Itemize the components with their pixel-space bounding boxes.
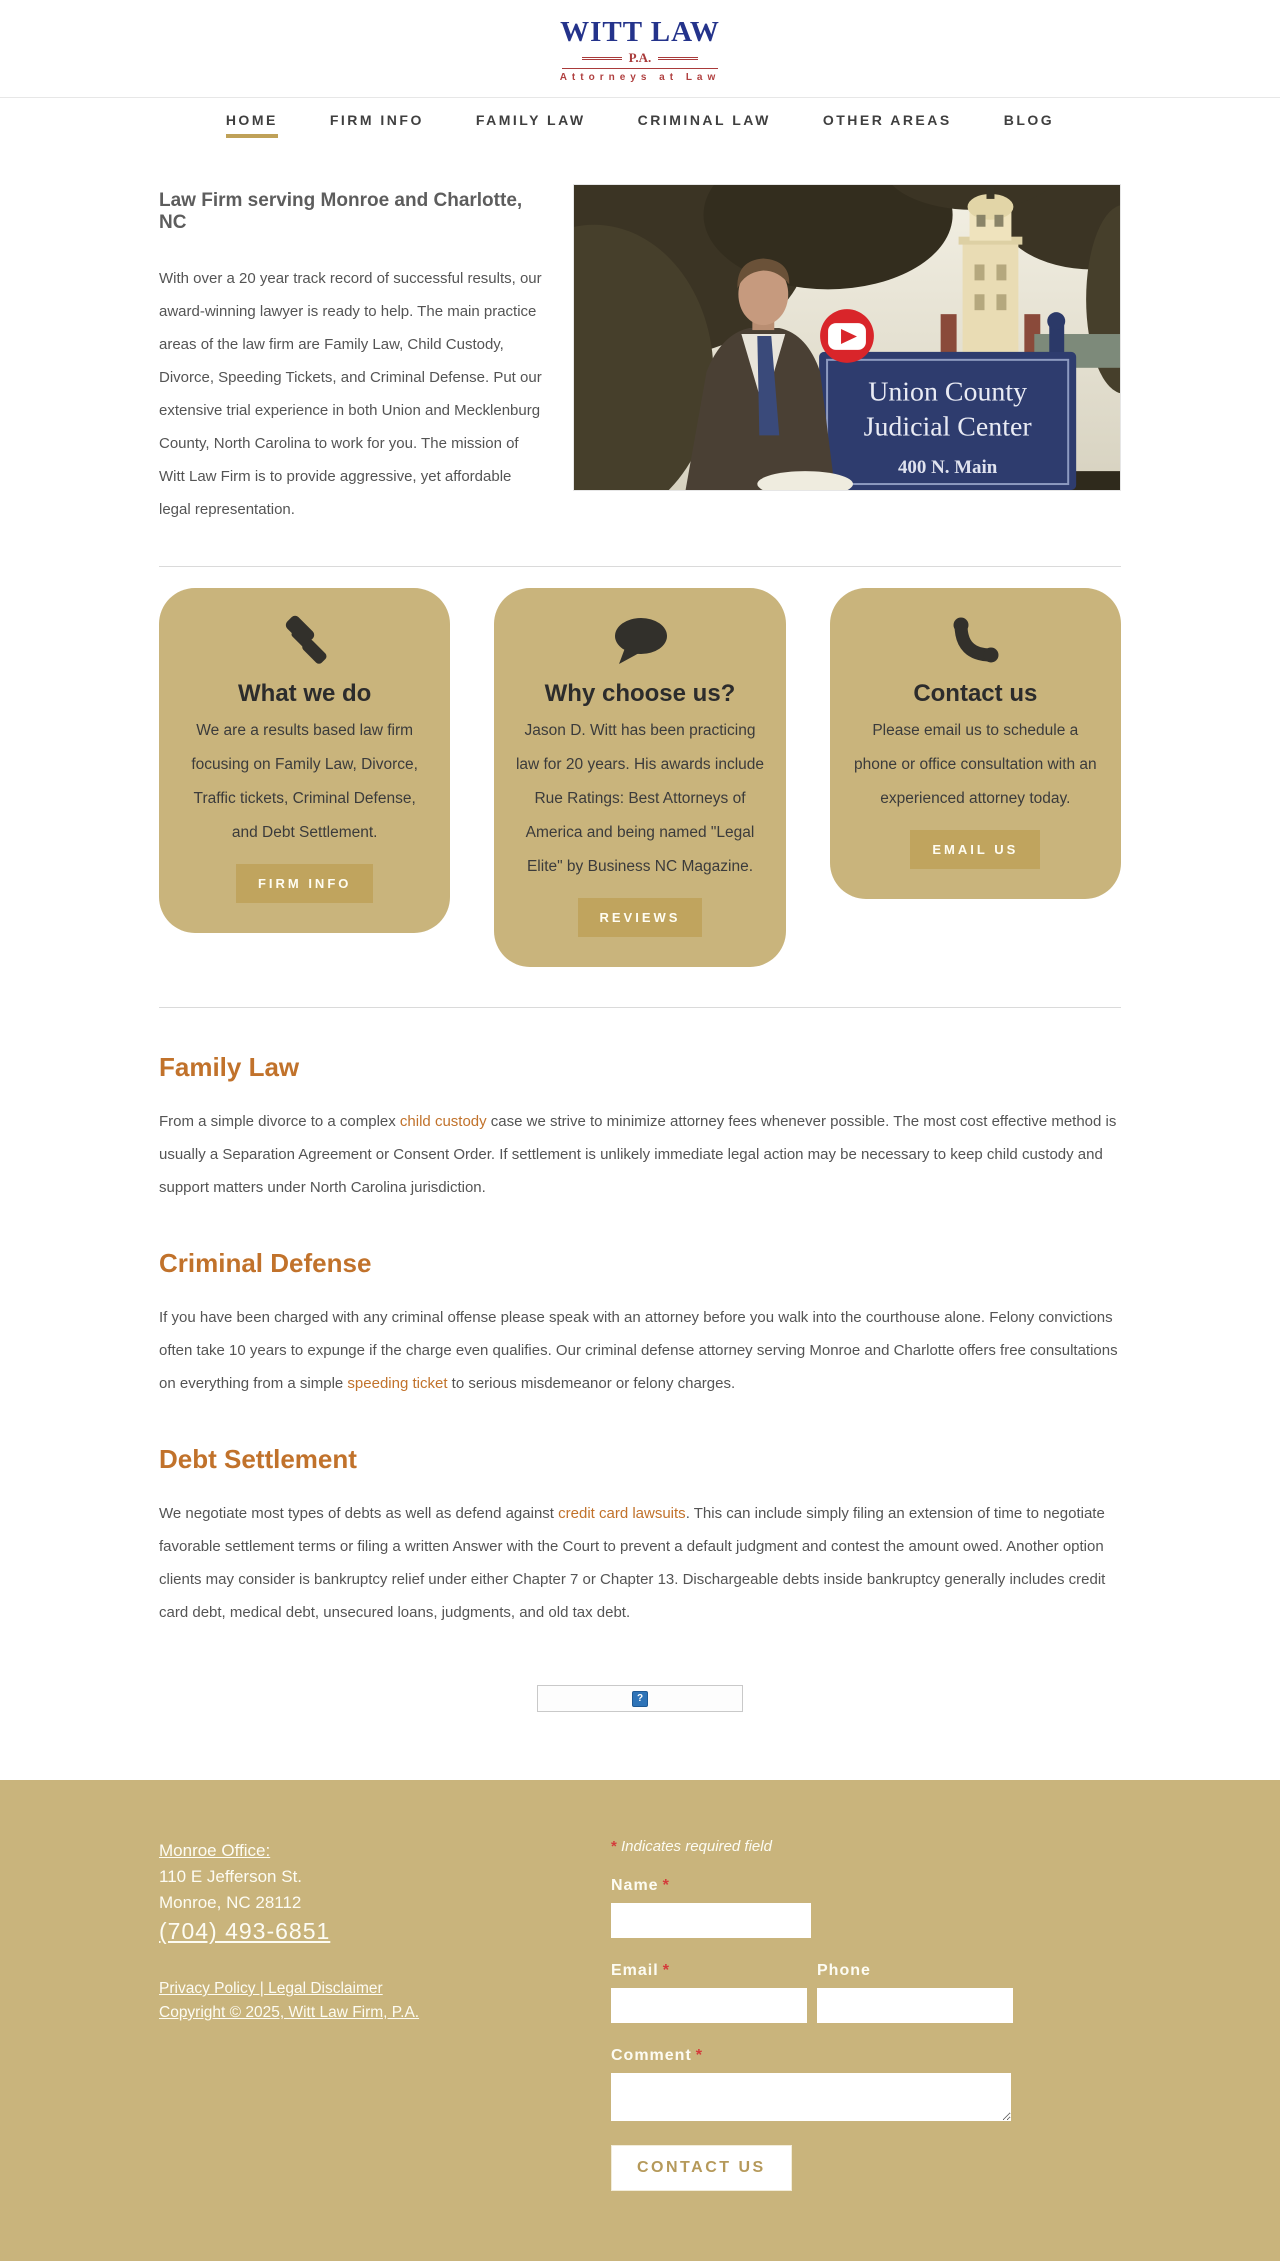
youtube-play-icon[interactable] bbox=[820, 309, 874, 363]
card-title: What we do bbox=[238, 680, 372, 707]
email-label bbox=[611, 1962, 807, 1980]
required-field-note bbox=[611, 1838, 1013, 1855]
sign-line-3: 400 N. Main bbox=[897, 457, 998, 479]
nav-item-criminal-law[interactable]: CRIMINAL LAW bbox=[637, 112, 771, 128]
logo-rule-right bbox=[658, 57, 698, 60]
paragraph-text: We negotiate most types of debts as well as defend against bbox=[159, 1505, 559, 1522]
paragraph-text: If you have been charged with any criminal offense please speak with an attorney before you walk into the courthouse alone. Felony convictions often take 10 years to expunge if the charge even qualifies. Our criminal defense attorney serving Monroe and Charlotte offers free consultations on everything from a simple bbox=[159, 1309, 1118, 1392]
card-text: Please email us to schedule a phone or office consultation with an experienced attorney today. bbox=[853, 722, 1097, 807]
privacy-legal-links[interactable]: Privacy Policy | Legal Disclaimer bbox=[159, 1980, 383, 1997]
broken-image-icon: ? bbox=[632, 1691, 648, 1707]
embedded-widget-placeholder bbox=[537, 1685, 743, 1712]
name-input[interactable] bbox=[611, 1903, 811, 1938]
main-content bbox=[159, 184, 1121, 1712]
section-family-law bbox=[159, 1052, 1121, 1204]
footer-contact-info bbox=[159, 1838, 611, 2191]
email-us-button[interactable]: EMAIL US bbox=[910, 830, 1040, 869]
reviews-button[interactable]: REVIEWS bbox=[578, 898, 703, 937]
section-paragraph bbox=[159, 1301, 1121, 1400]
label-text: Email bbox=[611, 1962, 659, 1979]
label-text: Phone bbox=[817, 1962, 871, 1979]
required-star: * bbox=[662, 1962, 670, 1979]
judicial-center-sign bbox=[819, 352, 1076, 490]
email-input[interactable] bbox=[611, 1988, 807, 2023]
divider bbox=[159, 1007, 1121, 1008]
video-thumbnail[interactable] bbox=[573, 184, 1121, 491]
card-title: Contact us bbox=[913, 680, 1038, 707]
name-label bbox=[611, 1877, 1013, 1895]
card-why-choose-us bbox=[494, 588, 785, 967]
paragraph-text: . This can include simply filing an extension of time to negotiate favorable settlement terms or filing a written Answer with the Court to prevent a default judgment and contest the amount owed. Another option clients may consider is bankruptcy relief under either Chapter 7 or Chapter 13. Dischargeable debts inside bankruptcy generally includes credit card debt, medical debt, unsecured loans, judgments, and old tax debt. bbox=[159, 1505, 1106, 1621]
phone-icon bbox=[850, 612, 1101, 670]
site-logo[interactable] bbox=[560, 16, 721, 83]
monroe-office-link[interactable]: Monroe Office: bbox=[159, 1841, 271, 1860]
divider bbox=[159, 566, 1121, 567]
address-line-2: Monroe, NC 28112 bbox=[159, 1893, 302, 1912]
required-note-text: Indicates required field bbox=[616, 1838, 772, 1855]
nav-item-firm-info[interactable]: FIRM INFO bbox=[329, 112, 424, 128]
main-nav bbox=[0, 97, 1280, 138]
card-text: Jason D. Witt has been practicing law for 20 years. His awards include Rue Ratings: Best Attorneys of America and being named "Legal Elite" by Business NC Magazine. bbox=[515, 722, 765, 875]
hero-paragraph: With over a 20 year track record of successful results, our award-winning lawyer is ready to help. The main practice areas of the law firm are Family Law, Child Custody, Divorce, Speeding Tickets, and Criminal Defense. Put our extensive trial experience in both Union and Mecklenburg County, North Carolina to work for you. The mission of Witt Law Firm is to provide aggressive, yet affordable legal representation. bbox=[159, 270, 542, 518]
section-paragraph bbox=[159, 1497, 1121, 1629]
nav-item-blog[interactable]: BLOG bbox=[1003, 112, 1055, 128]
section-paragraph bbox=[159, 1105, 1121, 1204]
paragraph-text: case we strive to minimize attorney fees whenever possible. The most cost effective method is usually a Separation Agreement or Consent Order. If settlement is unlikely immediate legal action may be necessary to keep child custody and support matters under North Carolina jurisdiction. bbox=[159, 1113, 1117, 1196]
required-star: * bbox=[611, 1838, 617, 1855]
logo-pa-row bbox=[560, 50, 721, 66]
section-heading: Debt Settlement bbox=[159, 1444, 357, 1474]
section-heading: Family Law bbox=[159, 1052, 300, 1082]
card-contact-us bbox=[830, 588, 1121, 899]
address-line-1: 110 E Jefferson St. bbox=[159, 1867, 303, 1886]
required-star: * bbox=[662, 1877, 670, 1894]
speeding-ticket-link[interactable]: speeding ticket bbox=[347, 1375, 448, 1392]
nav-item-other-areas[interactable]: OTHER AREAS bbox=[822, 112, 952, 128]
section-heading: Criminal Defense bbox=[159, 1248, 372, 1278]
child-custody-link[interactable]: child custody bbox=[399, 1113, 487, 1130]
sign-line-1: Union County bbox=[868, 376, 1028, 408]
contact-form bbox=[611, 1838, 1013, 2191]
phone-input[interactable] bbox=[817, 1988, 1013, 2023]
logo-rule-left bbox=[582, 57, 622, 60]
feature-cards bbox=[159, 588, 1121, 967]
comment-input[interactable] bbox=[611, 2073, 1011, 2121]
card-title: Why choose us? bbox=[544, 680, 736, 707]
section-criminal-defense bbox=[159, 1248, 1121, 1400]
logo-suffix: P.A. bbox=[628, 50, 652, 65]
paragraph-text: to serious misdemeanor or felony charges. bbox=[447, 1375, 736, 1392]
nav-item-family-law[interactable]: FAMILY LAW bbox=[475, 112, 586, 128]
phone-label bbox=[817, 1962, 1013, 1980]
section-debt-settlement bbox=[159, 1444, 1121, 1629]
label-text: Name bbox=[611, 1877, 659, 1894]
credit-card-lawsuits-link[interactable]: credit card lawsuits bbox=[558, 1505, 686, 1522]
speech-bubble-icon bbox=[514, 612, 765, 670]
gavel-icon bbox=[179, 612, 430, 670]
required-star: * bbox=[695, 2047, 704, 2064]
hero-section bbox=[159, 184, 1121, 526]
sign-line-2: Judicial Center bbox=[863, 411, 1032, 443]
nav-item-home[interactable]: HOME bbox=[226, 112, 278, 138]
site-header bbox=[0, 0, 1280, 97]
logo-name: WITT LAW bbox=[560, 16, 720, 48]
copyright-link[interactable]: Copyright © 2025, Witt Law Firm, P.A. bbox=[159, 2004, 420, 2021]
site-footer bbox=[0, 1780, 1280, 2261]
contact-us-submit-button[interactable]: CONTACT US bbox=[611, 2145, 792, 2191]
comment-label bbox=[611, 2047, 1013, 2065]
label-text: Comment bbox=[611, 2047, 692, 2064]
firm-info-button[interactable]: FIRM INFO bbox=[236, 864, 373, 903]
paragraph-text: From a simple divorce to a complex bbox=[159, 1113, 400, 1130]
card-text: We are a results based law firm focusing on Family Law, Divorce, Traffic tickets, Criminal Defense, and Debt Settlement. bbox=[191, 722, 418, 841]
logo-tagline: Attorneys at Law bbox=[559, 72, 721, 83]
video-scene bbox=[574, 185, 1120, 490]
logo-underline bbox=[562, 68, 718, 69]
page-title: Law Firm serving Monroe and Charlotte, NC bbox=[159, 190, 523, 233]
phone-link[interactable]: (704) 493-6851 bbox=[159, 1918, 331, 1944]
card-what-we-do bbox=[159, 588, 450, 933]
